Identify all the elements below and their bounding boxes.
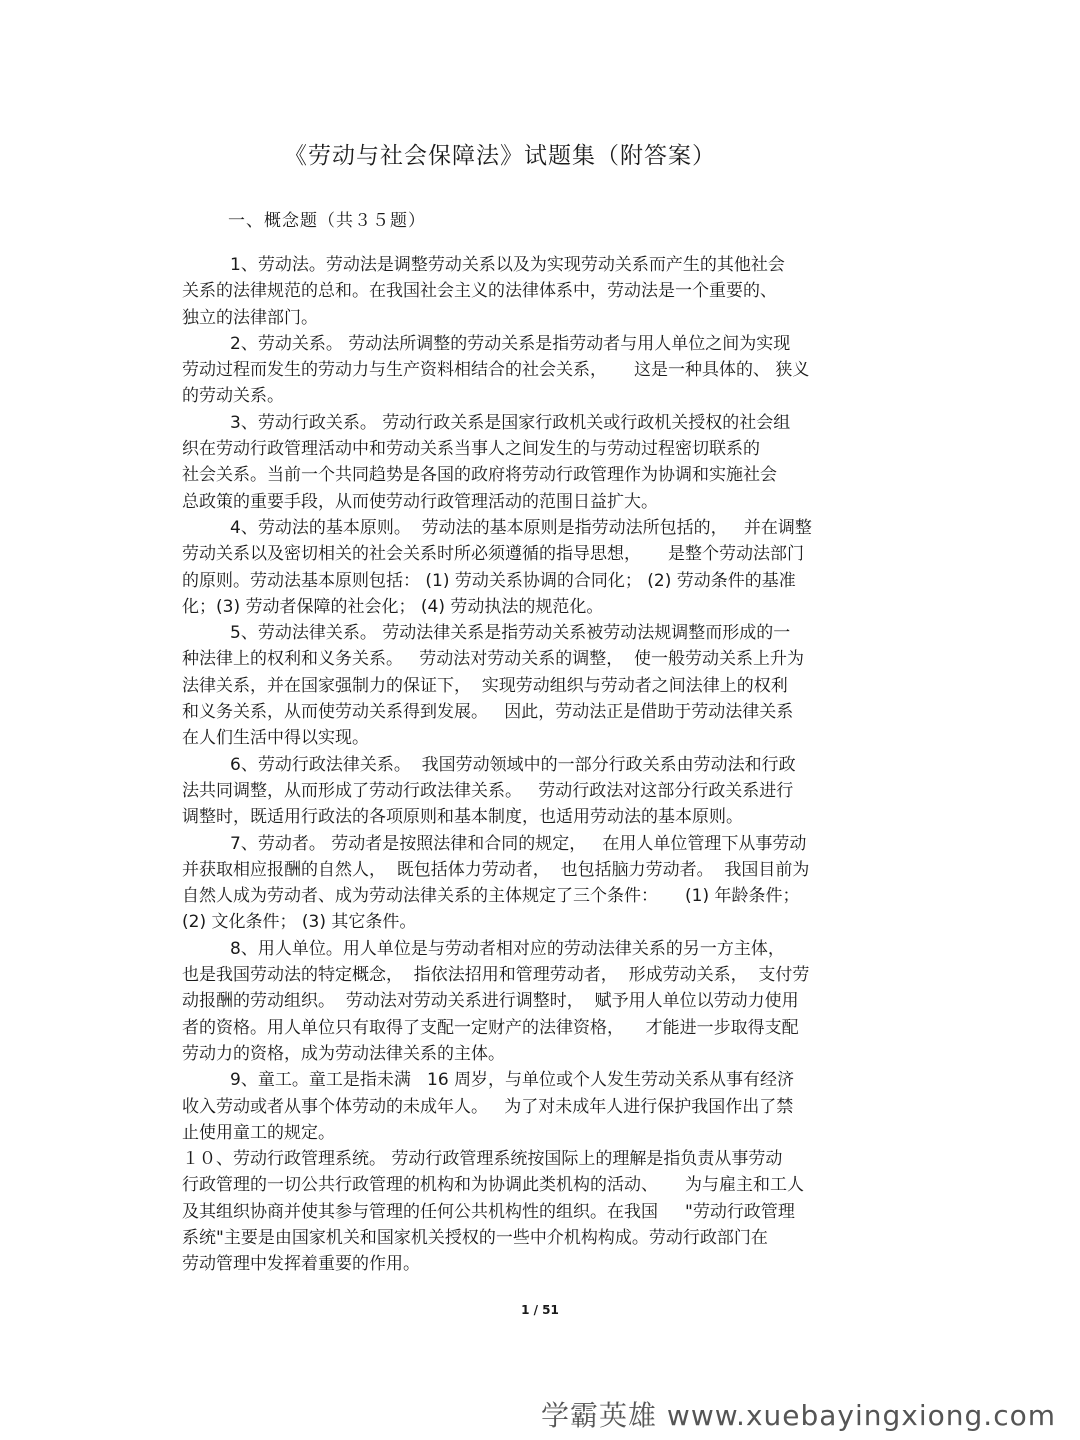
section-heading: 一、概念题（共３５题） — [228, 211, 426, 231]
text-line: 和义务关系，从而使劳动关系得到发展。 因此，劳动法正是借助于劳动法律关系 — [182, 702, 794, 723]
text-line: 系统"主要是由国家机关和国家机关授权的一些中介机构构成。劳动行政部门在 — [182, 1227, 768, 1248]
text-line: 4、劳动法的基本原则。 劳动法的基本原则是指劳动法所包括的， 并在调整 — [230, 517, 812, 538]
text-line: 行政管理的一切公共行政管理的机构和为协调此类机构的活动、 为与雇主和工人 — [182, 1175, 805, 1196]
text-line: 5、劳动法律关系。 劳动法律关系是指劳动关系被劳动法规调整而形成的一 — [230, 623, 791, 644]
text-line: 劳动关系以及密切相关的社会关系时所必须遵循的指导思想， 是整个劳动法部门 — [182, 544, 805, 565]
text-line: 法共同调整，从而形成了劳动行政法律关系。 劳动行政法对这部分行政关系进行 — [182, 780, 794, 801]
text-line: 收入劳动或者从事个体劳动的未成年人。 为了对未成年人进行保护我国作出了禁 — [182, 1096, 794, 1117]
text-line: 6、劳动行政法律关系。 我国劳动领域中的一部分行政关系由劳动法和行政 — [230, 754, 796, 775]
text-line: 在人们生活中得以实现。 — [182, 728, 369, 749]
text-line: 总政策的重要手段，从而使劳动行政管理活动的范围日益扩大。 — [182, 491, 658, 512]
document-title: 《劳动与社会保障法》试题集（附答案） — [284, 143, 716, 169]
text-line: １０、劳动行政管理系统。 劳动行政管理系统按国际上的理解是指负责从事劳动 — [182, 1149, 783, 1170]
text-line: 调整时，既适用行政法的各项原则和基本制度，也适用劳动法的基本原则。 — [182, 807, 743, 828]
text-line: 止使用童工的规定。 — [182, 1122, 335, 1143]
text-line: 关系的法律规范的总和。在我国社会主义的法律体系中，劳动法是一个重要的、 — [182, 281, 777, 302]
text-line: 并获取相应报酬的自然人， 既包括体力劳动者， 也包括脑力劳动者。 我国目前为 — [182, 859, 810, 880]
text-line: 法律关系，并在国家强制力的保证下， 实现劳动组织与劳动者之间法律上的权利 — [182, 675, 788, 696]
text-line: 3、劳动行政关系。 劳动行政关系是国家行政机关或行政机关授权的社会组 — [230, 412, 791, 433]
page-number: 1 / 51 — [521, 1303, 559, 1317]
text-line: 者的资格。用人单位只有取得了支配一定财产的法律资格， 才能进一步取得支配 — [182, 1017, 799, 1038]
watermark: 学霸英雄 www.xuebayingxiong.com — [541, 1399, 1056, 1432]
text-line: 也是我国劳动法的特定概念， 指依法招用和管理劳动者， 形成劳动关系， 支付劳 — [182, 965, 810, 986]
text-line: 8、用人单位。用人单位是与劳动者相对应的劳动法律关系的另一方主体， — [230, 938, 785, 959]
text-line: 化；(3) 劳动者保障的社会化； (4) 劳动执法的规范化。 — [182, 596, 604, 617]
text-line: 劳动管理中发挥着重要的作用。 — [182, 1254, 420, 1275]
text-line: 独立的法律部门。 — [182, 307, 318, 328]
text-line: 动报酬的劳动组织。 劳动法对劳动关系进行调整时， 赋予用人单位以劳动力使用 — [182, 991, 799, 1012]
text-line: 1、劳动法。劳动法是调整劳动关系以及为实现劳动关系而产生的其他社会 — [230, 255, 785, 275]
document-body — [182, 252, 894, 1278]
text-line: 种法律上的权利和义务关系。 劳动法对劳动关系的调整， 使一般劳动关系上升为 — [182, 649, 805, 670]
text-line: 及其组织协商并使其参与管理的任何公共机构性的组织。在我国 "劳动行政管理 — [182, 1201, 795, 1222]
text-line: 社会关系。当前一个共同趋势是各国的政府将劳动行政管理作为协调和实施社会 — [182, 465, 777, 486]
text-line: (2) 文化条件； (3) 其它条件。 — [182, 912, 417, 933]
text-line: 劳动过程而发生的劳动力与生产资料相结合的社会关系， 这是一种具体的、 狭义 — [182, 360, 810, 381]
text-line: 9、童工。童工是指未满 16 周岁，与单位或个人发生劳动关系从事有经济 — [230, 1070, 795, 1091]
text-line: 劳动力的资格，成为劳动法律关系的主体。 — [182, 1043, 505, 1064]
text-line: 7、劳动者。 劳动者是按照法律和合同的规定， 在用人单位管理下从事劳动 — [230, 833, 807, 854]
text-line: 自然人成为劳动者、成为劳动法律关系的主体规定了三个条件： (1) 年龄条件； — [182, 886, 800, 907]
text-line: 的原则。劳动法基本原则包括： (1) 劳动关系协调的合同化； (2) 劳动条件的基准 — [182, 570, 796, 591]
text-line: 的劳动关系。 — [182, 386, 284, 407]
text-line: 2、劳动关系。 劳动法所调整的劳动关系是指劳动者与用人单位之间为实现 — [230, 333, 791, 354]
text-line: 织在劳动行政管理活动中和劳动关系当事人之间发生的与劳动过程密切联系的 — [182, 439, 760, 460]
